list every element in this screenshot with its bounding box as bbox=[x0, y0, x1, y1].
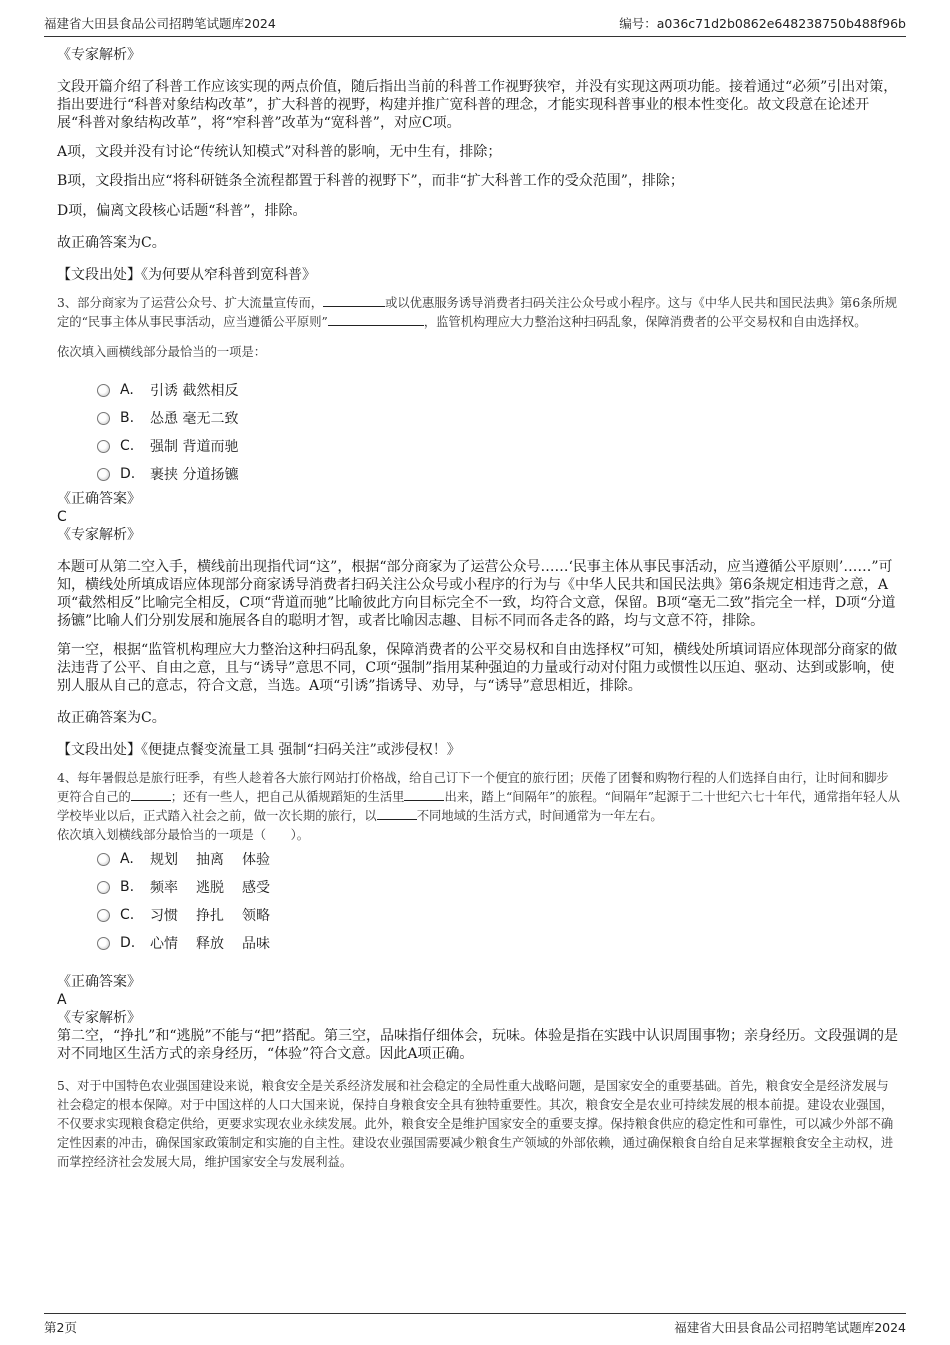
q2-expert-label: 《专家解析》 bbox=[57, 47, 141, 63]
radio-icon[interactable] bbox=[97, 440, 110, 453]
option-letter: D. bbox=[120, 935, 136, 951]
q4-blank-3 bbox=[377, 807, 417, 820]
q4-options bbox=[57, 845, 900, 957]
footer-title: 福建省大田县食品公司招聘笔试题库2024 bbox=[674, 1320, 906, 1335]
option-letter: A. bbox=[120, 382, 134, 398]
option-text: 裹挟 分道扬镳 bbox=[150, 467, 239, 483]
q2-conclusion: 故正确答案为C。 bbox=[57, 235, 166, 251]
page-header bbox=[44, 14, 906, 37]
option-word: 逃脱 bbox=[196, 880, 224, 896]
q3-source: 【文段出处】《便捷点餐变流量工具 强制“扫码关注”或涉侵权！》 bbox=[57, 742, 461, 758]
option-letter: C. bbox=[120, 438, 135, 454]
q3-option-a[interactable] bbox=[97, 376, 900, 404]
q4-instruction: 依次填入划横线部分最恰当的一项是（ ）。 bbox=[57, 828, 310, 842]
option-word: 感受 bbox=[242, 880, 270, 896]
option-word: 体验 bbox=[242, 852, 270, 868]
option-letter: A. bbox=[120, 851, 134, 867]
page-content bbox=[57, 46, 900, 1172]
q2-d-note: D项，偏离文段核心话题“科普”，排除。 bbox=[57, 203, 307, 219]
radio-icon[interactable] bbox=[97, 468, 110, 481]
header-title: 福建省大田县食品公司招聘笔试题库2024 bbox=[44, 16, 276, 31]
q4-blank-2 bbox=[404, 788, 444, 801]
q3-expert-label: 《专家解析》 bbox=[57, 527, 141, 543]
option-word: 规划 bbox=[150, 852, 178, 868]
q3-answer-label: 《正确答案》 bbox=[57, 491, 141, 507]
option-word: 心情 bbox=[150, 936, 178, 952]
option-word: 领略 bbox=[242, 908, 270, 924]
q3-stem bbox=[57, 294, 900, 332]
q3-analysis-1: 本题可从第二空入手，横线前出现指代词“这”，根据“部分商家为了运营公众号……‘民事主体从事民事活动，应当遵循公平原则’……”可知，横线处所填成语应体现部分商家诱导消费者扫码关注公众号或小程序的行为与《中华人民共和国民法典》第6条规定相违背之意，A项“截然相反”比喻完全相反，C项“背道而驰”比喻彼此方向目标完全不一致，均符合文意，保留。B项“毫无二致”指完全一样，D项“分道扬镳”比喻人们分别发展和施展各自的聪明才智，或者比喻因志趣、目标不同而各走各的路，均与文意不符，排除。 bbox=[57, 559, 896, 629]
q2-source: 【文段出处】《为何要从窄科普到宽科普》 bbox=[57, 267, 316, 283]
option-word: 释放 bbox=[196, 936, 224, 952]
q4-stem-part1: 4、每年暑假总是旅行旺季，有些人趁着各大旅行网站打价格战，给自己订下一个便宜的旅行团；厌倦了团餐和购物行程的人们选择自由行，让时间和脚步更符合自己的 bbox=[57, 771, 889, 804]
q4-option-d[interactable] bbox=[97, 929, 900, 957]
q3-stem-part2: 或以优惠服务诱导消费者扫码关注公众号或小程序。这与《中华人民共和国民法典》第6条所规定的“民事主体从事民事活动，应当遵循公平原则” bbox=[57, 296, 898, 329]
q3-option-b[interactable] bbox=[97, 404, 900, 432]
option-letter: B. bbox=[120, 410, 135, 426]
radio-icon[interactable] bbox=[97, 412, 110, 425]
q3-answer: C bbox=[57, 509, 67, 525]
radio-icon[interactable] bbox=[97, 384, 110, 397]
q3-blank-1 bbox=[323, 294, 385, 307]
q2-analysis: 文段开篇介绍了科普工作应该实现的两点价值，随后指出当前的科普工作视野狭窄，并没有实现这两项功能。接着通过“必须”引出对策，指出要进行“科普对象结构改革”，扩大科普的视野，构建并推广宽科普的理念，才能实现科普事业的根本性变化。故文段意在论述开展“科普对象结构改革”，将“窄科普”改革为“宽科普”，对应C项。 bbox=[57, 79, 898, 131]
page-footer bbox=[44, 1313, 906, 1336]
q3-option-c[interactable] bbox=[97, 432, 900, 460]
q2-a-note: A项，文段并没有讨论“传统认知模式”对科普的影响，无中生有，排除； bbox=[57, 144, 502, 160]
q4-blank-1 bbox=[131, 788, 171, 801]
q4-option-c[interactable] bbox=[97, 901, 900, 929]
q3-option-d[interactable] bbox=[97, 460, 900, 488]
option-word: 习惯 bbox=[150, 908, 178, 924]
option-letter: D. bbox=[120, 466, 136, 482]
q4-stem-part2: ；还有一些人，把自己从循规蹈矩的生活里 bbox=[170, 790, 405, 804]
q3-instruction: 依次填入画横线部分最恰当的一项是： bbox=[57, 345, 267, 359]
option-letter: B. bbox=[120, 879, 135, 895]
option-letter: C. bbox=[120, 907, 135, 923]
q5-stem: 5、对于中国特色农业强国建设来说，粮食安全是关系经济发展和社会稳定的全局性重大战略问题，是国家安全的重要基础。首先，粮食安全是经济发展与社会稳定的根本保障。对于中国这样的人口大国来说，保持自身粮食安全具有独特重要性。其次，粮食安全是农业可持续发展的根本前提。建设农业强国，不仅要求实现粮食稳定供给，更要求实现农业永续发展。此外，粮食安全是维护国家安全的重要支撑。保持粮食供应的稳定性和可靠性，可以减少外部不确定性因素的冲击，确保国家政策制定和实施的自主性。建设农业强国需要减少粮食生产领域的外部依赖，通过确保粮食自给自足来掌握粮食安全主动权，进而掌控经济社会发展大局，维护国家安全与发展利益。 bbox=[57, 1079, 894, 1169]
radio-icon[interactable] bbox=[97, 853, 110, 866]
option-text: 引诱 截然相反 bbox=[150, 383, 239, 399]
q4-analysis: 第二空，“挣扎”和“逃脱”不能与“把”搭配。第三空，品味指仔细体会，玩味。体验是指在实践中认识周围事物；亲身经历。文段强调的是对不同地区生活方式的亲身经历，“体验”符合文意。因此A项正确。 bbox=[57, 1028, 898, 1062]
radio-icon[interactable] bbox=[97, 909, 110, 922]
q3-blank-2 bbox=[328, 313, 424, 326]
q3-options bbox=[57, 376, 900, 488]
q3-stem-part3: ，监管机构理应大力整治这种扫码乱象，保障消费者的公平交易权和自由选择权。 bbox=[423, 315, 867, 329]
q3-conclusion: 故正确答案为C。 bbox=[57, 710, 166, 726]
option-word: 挣扎 bbox=[196, 908, 224, 924]
q4-option-a[interactable] bbox=[97, 845, 900, 873]
q2-b-note: B项，文段指出应“将科研链条全流程都置于科普的视野下”，而非“扩大科普工作的受众范围”，排除； bbox=[57, 173, 684, 189]
q4-answer-label: 《正确答案》 bbox=[57, 974, 141, 990]
header-doc-id: 编号：a036c71d2b0862e648238750b488f96b bbox=[619, 16, 906, 31]
footer-page-number: 第2页 bbox=[44, 1320, 77, 1335]
q3-stem-part1: 3、部分商家为了运营公众号、扩大流量宣传而， bbox=[57, 296, 324, 310]
q4-stem-part3: 出来，踏上“间隔年”的旅程。“间隔年”起源于二十世纪六七十年代，通常指年轻人从学校毕业以后，正式踏入社会之前，做一次长期的旅行，以 bbox=[57, 790, 900, 823]
option-word: 频率 bbox=[150, 880, 178, 896]
q4-expert-label: 《专家解析》 bbox=[57, 1010, 141, 1026]
option-text: 强制 背道而驰 bbox=[150, 439, 239, 455]
option-word: 品味 bbox=[242, 936, 270, 952]
q4-stem-part4: 不同地域的生活方式，时间通常为一年左右。 bbox=[416, 809, 663, 823]
q4-option-b[interactable] bbox=[97, 873, 900, 901]
radio-icon[interactable] bbox=[97, 937, 110, 950]
radio-icon[interactable] bbox=[97, 881, 110, 894]
q3-analysis-2: 第一空，根据“监管机构理应大力整治这种扫码乱象，保障消费者的公平交易权和自由选择权”可知，横线处所填词语应体现部分商家的做法违背了公平、自由之意，且与“诱导”意思不同，C项“强制”指用某种强迫的力量或行动对付阻力或惯性以压迫、驱动、达到或影响，使别人服从自己的意志，符合文意，当选。A项“引诱”指诱导、劝导，与“诱导”意思相近，排除。 bbox=[57, 642, 898, 694]
option-word: 抽离 bbox=[196, 852, 224, 868]
q4-answer: A bbox=[57, 992, 67, 1008]
option-text: 怂恿 毫无二致 bbox=[150, 411, 239, 427]
q4-stem bbox=[57, 769, 900, 826]
